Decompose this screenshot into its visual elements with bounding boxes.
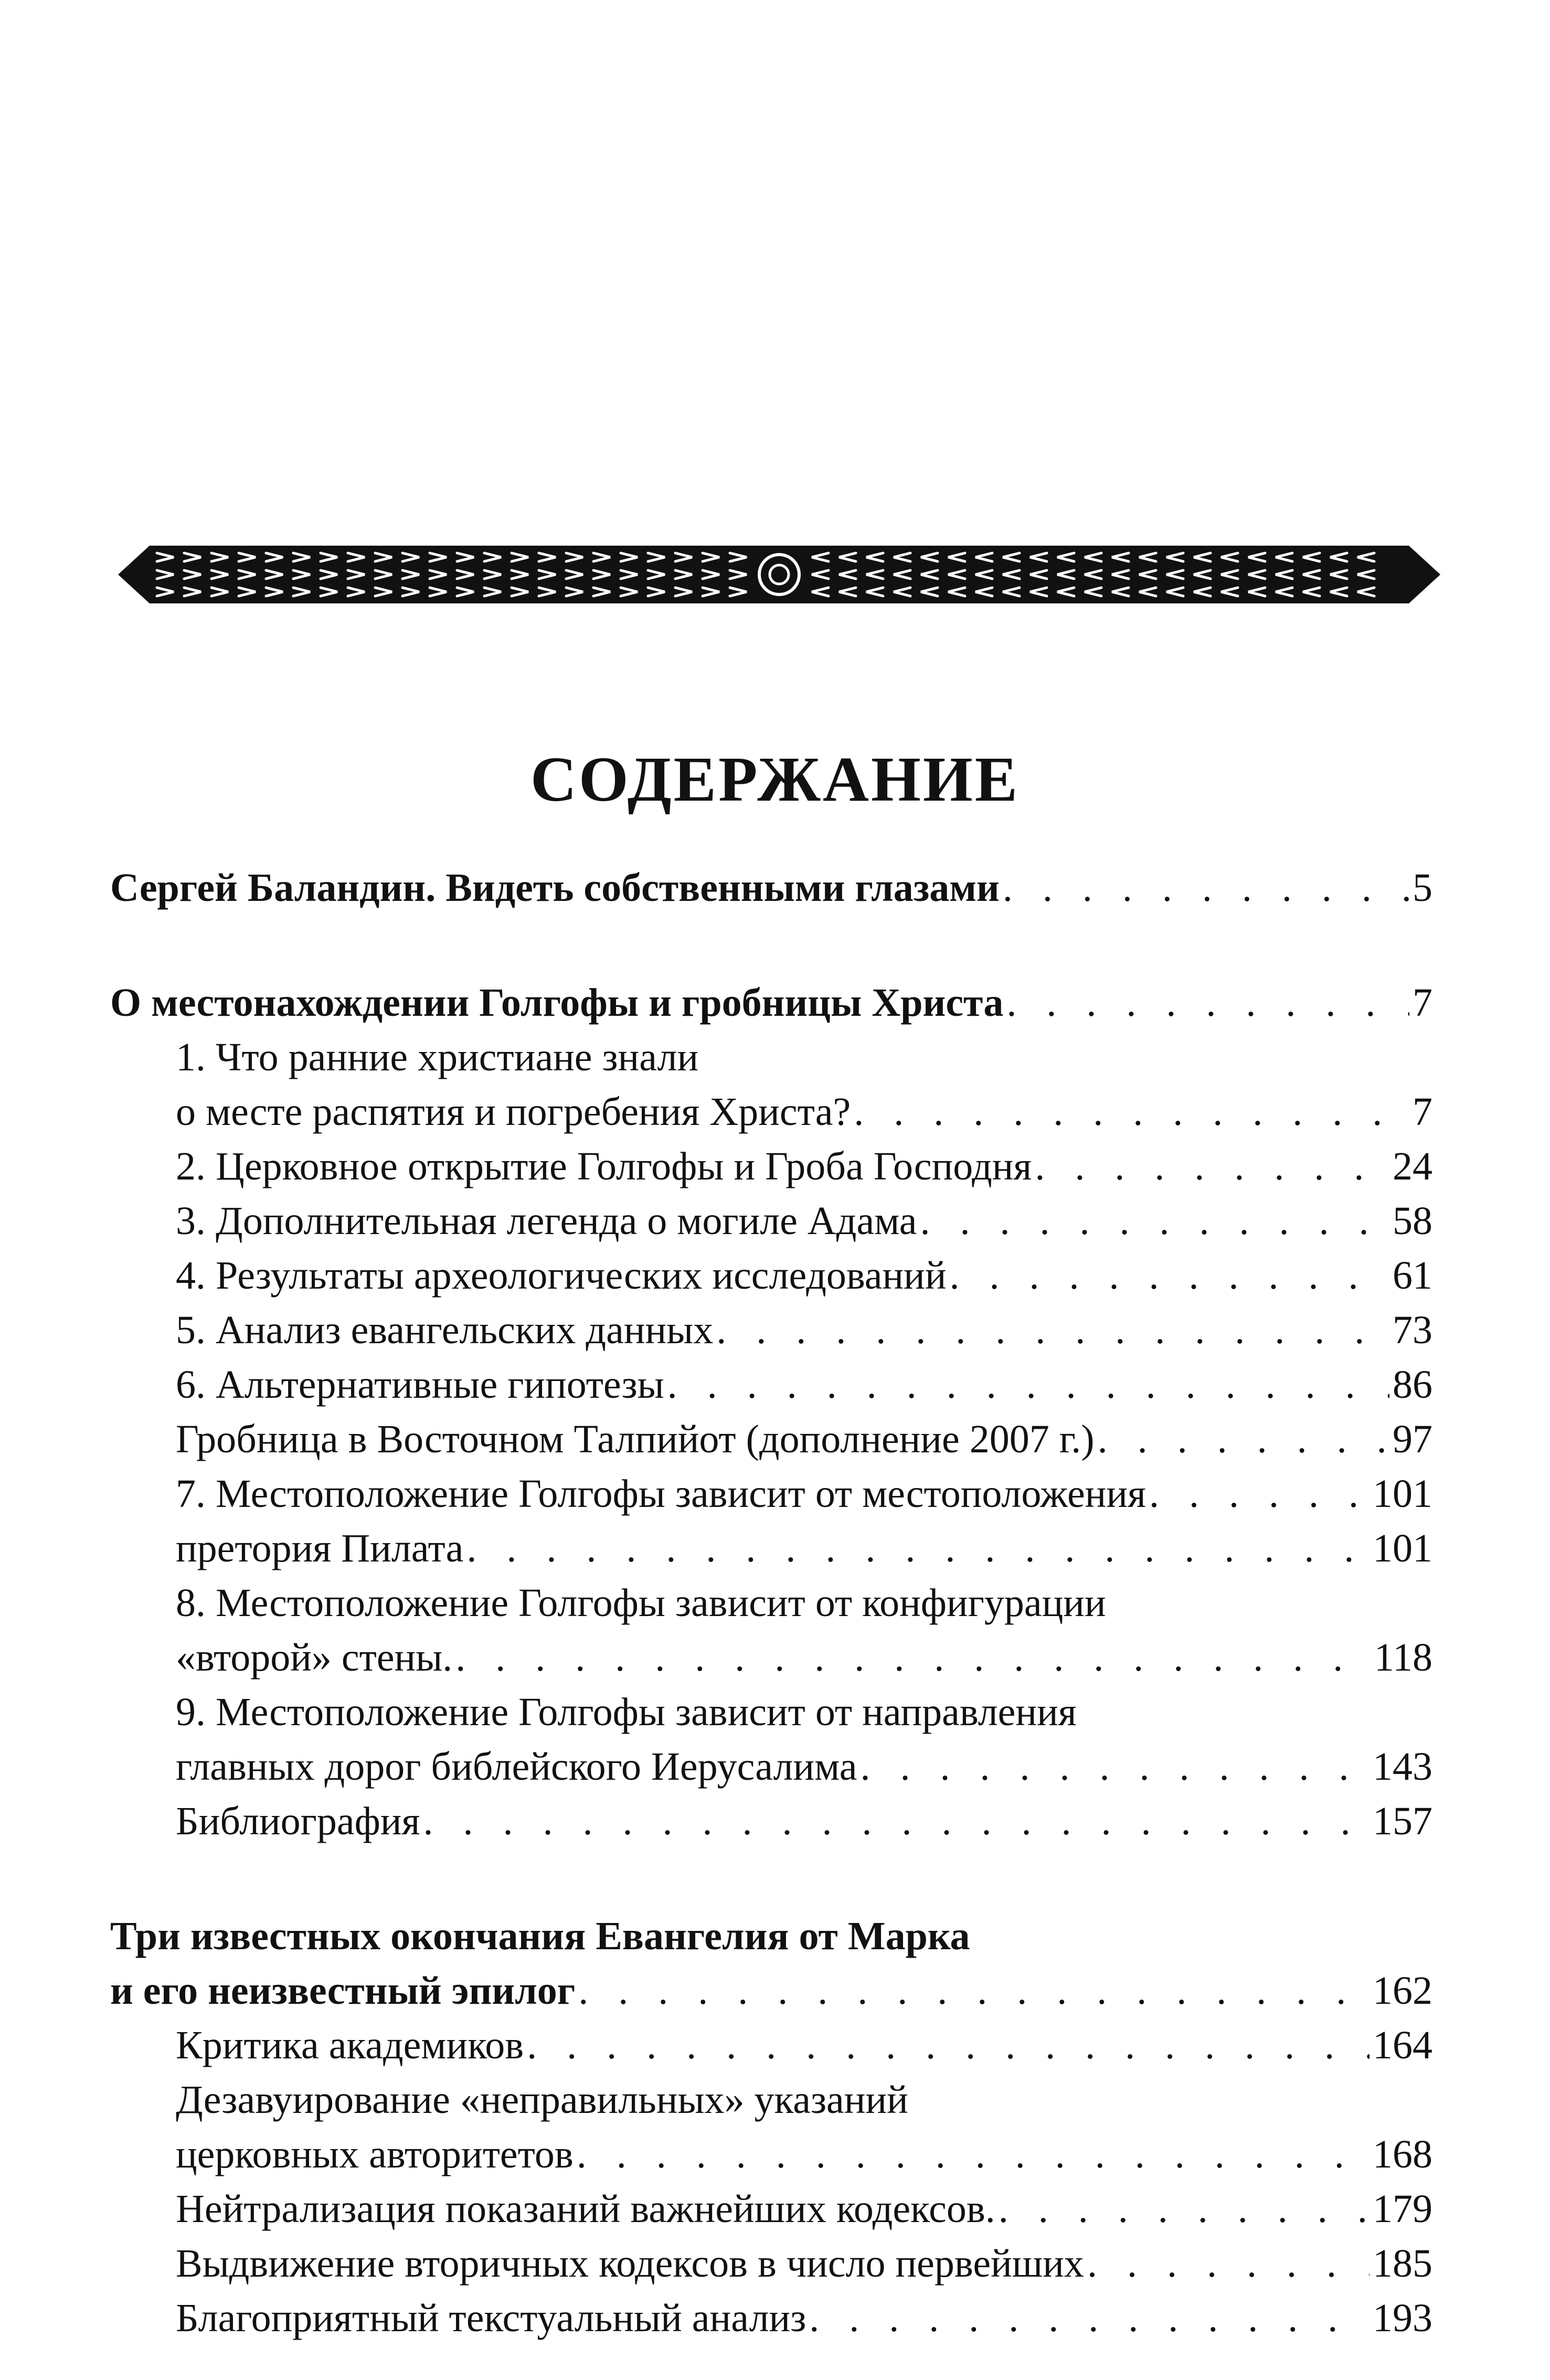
toc-page-number: 5: [1413, 866, 1432, 910]
toc-entry-title: Выдвижение вторичных кодексов в число первейших: [176, 2241, 1084, 2286]
toc-page-number: 179: [1373, 2187, 1432, 2231]
dot-leader: [667, 1357, 1389, 1412]
toc-page-number: 193: [1373, 2296, 1432, 2340]
dot-leader: [577, 2127, 1369, 2182]
toc-entry-title: 3. Дополнительная легенда о могиле Адама: [176, 1199, 917, 1243]
toc-page-number: 162: [1373, 1969, 1432, 2013]
toc-section-heading: [110, 860, 1432, 915]
dot-leader: [1003, 860, 1409, 915]
dot-leader: [716, 1303, 1389, 1357]
toc-page-number: 73: [1393, 1308, 1432, 1352]
toc-page-number: 86: [1393, 1363, 1432, 1407]
dot-leader: [466, 1521, 1369, 1576]
toc-page-number: 61: [1393, 1253, 1432, 1298]
toc-entry: [110, 1412, 1432, 1467]
toc-entry-title: 7. Местоположение Голгофы зависит от местоположения: [176, 1472, 1146, 1516]
toc-section-heading: [110, 1909, 1432, 1963]
toc-entry-title: Критика академиков: [176, 2023, 524, 2067]
toc-entry: [110, 2291, 1432, 2345]
toc-entry-title: церковных авторитетов: [176, 2132, 574, 2176]
toc-page-number: 118: [1374, 1635, 1432, 1680]
toc-entry-title: 2. Церковное открытие Голгофы и Гроба Господня: [176, 1144, 1032, 1188]
toc-entry: [110, 1794, 1432, 1848]
toc-entry: [110, 1139, 1432, 1194]
toc-entry: [110, 1521, 1432, 1576]
toc-entry-title: Нейтрализация показаний важнейших кодексов.: [176, 2187, 995, 2231]
toc-entry-title: претория Пилата: [176, 1526, 464, 1570]
toc-entry: [110, 2236, 1432, 2291]
toc-section-heading: [110, 975, 1432, 1030]
dot-leader: [1087, 2236, 1369, 2291]
toc-entry: [110, 2073, 1432, 2127]
toc-page-number: 157: [1373, 1799, 1432, 1843]
toc-entry: [110, 1085, 1432, 1139]
toc-entry: [110, 2018, 1432, 2073]
toc-page-number: 143: [1373, 1745, 1432, 1789]
toc-entry: [110, 2182, 1432, 2236]
toc-entry-title: 8. Местоположение Голгофы зависит от конфигурации: [176, 1581, 1106, 1625]
dot-leader: [527, 2018, 1369, 2073]
dot-leader: [423, 1794, 1369, 1848]
toc-entry: [110, 1739, 1432, 1794]
table-of-contents: [110, 860, 1432, 2345]
toc-entry-title: о месте распятия и погребения Христа?: [176, 1090, 851, 1134]
toc-entry-title: Три известных окончания Евангелия от Марка: [110, 1914, 970, 1958]
toc-page-number: 24: [1393, 1144, 1432, 1188]
dot-leader: [578, 1963, 1369, 2018]
toc-entry-title: Дезавуирование «неправильных» указаний: [176, 2078, 908, 2122]
toc-entry-title: Библиография: [176, 1799, 420, 1843]
toc-entry: [110, 1685, 1432, 1739]
toc-entry-title: 5. Анализ евангельских данных: [176, 1308, 714, 1352]
page-title: СОДЕРЖАНИЕ: [530, 744, 1020, 815]
toc-entry-title: Сергей Баландин. Видеть собственными глазами: [110, 866, 1000, 910]
toc-entry-title: «второй» стены.: [176, 1635, 453, 1680]
toc-entry-title: главных дорог библейского Иерусалима: [176, 1745, 857, 1789]
toc-page-number: 97: [1393, 1417, 1432, 1461]
toc-entry: [110, 1467, 1432, 1521]
toc-entry-title: 9. Местоположение Голгофы зависит от направления: [176, 1690, 1077, 1734]
dot-leader: [950, 1248, 1390, 1303]
dot-leader: [999, 2182, 1369, 2236]
toc-entry-title: О местонахождении Голгофы и гробницы Христа: [110, 981, 1004, 1025]
toc-entry-title: Благоприятный текстуальный анализ: [176, 2296, 806, 2340]
toc-entry: [110, 1303, 1432, 1357]
toc-entry: [110, 1194, 1432, 1248]
toc-entry: [110, 1248, 1432, 1303]
toc-entry-title: Гробница в Восточном Талпийот (дополнение 2007 г.): [176, 1417, 1095, 1461]
toc-entry: [110, 1630, 1432, 1685]
dot-leader: [1149, 1467, 1369, 1521]
dot-leader: [455, 1630, 1371, 1685]
toc-entry-title: и его неизвестный эпилог: [110, 1969, 576, 2013]
toc-section-heading: [110, 1963, 1432, 2018]
toc-page-number: 7: [1413, 981, 1432, 1025]
dot-leader: [1098, 1412, 1389, 1467]
toc-entry: [110, 1576, 1432, 1630]
dot-leader: [1006, 975, 1409, 1030]
toc-page-number: 101: [1373, 1526, 1432, 1570]
dot-leader: [920, 1194, 1390, 1248]
toc-entry-title: 4. Результаты археологических исследований: [176, 1253, 947, 1298]
toc-page-number: 58: [1393, 1199, 1432, 1243]
dot-leader: [809, 2291, 1369, 2345]
toc-page-number: 101: [1373, 1472, 1432, 1516]
dot-leader: [854, 1085, 1409, 1139]
toc-page-number: 164: [1373, 2023, 1432, 2067]
toc-page-number: 168: [1373, 2132, 1432, 2176]
toc-entry: [110, 1357, 1432, 1412]
dot-leader: [1035, 1139, 1389, 1194]
toc-entry: [110, 1030, 1432, 1085]
toc-entry-title: 1. Что ранние христиане знали: [176, 1035, 699, 1079]
toc-entry-title: 6. Альтернативные гипотезы: [176, 1363, 664, 1407]
toc-entry: [110, 2127, 1432, 2182]
dot-leader: [861, 1739, 1369, 1794]
toc-page-number: 185: [1373, 2241, 1432, 2286]
decorative-ornament-band: [118, 535, 1440, 614]
toc-page-number: 7: [1413, 1090, 1432, 1134]
